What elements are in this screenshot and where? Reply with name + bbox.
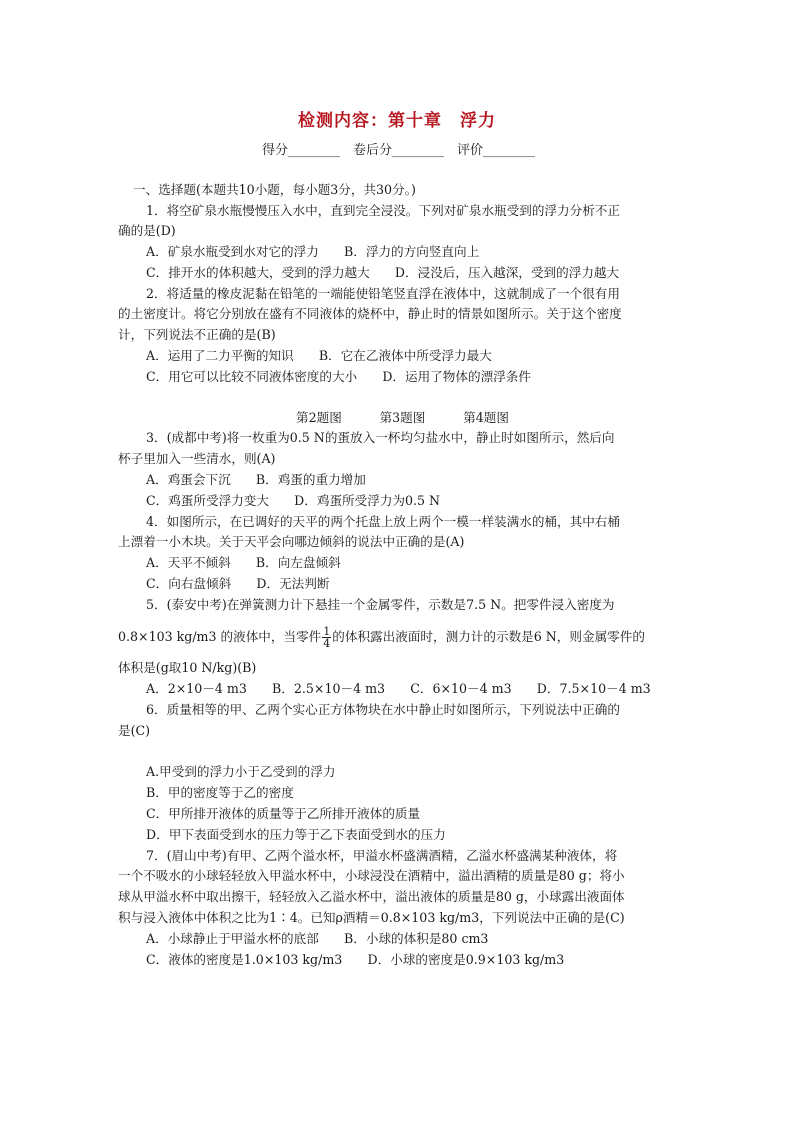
question-3-line-1: 3．(成都中考)将一枚重为0.5 N的蛋放入一杯均匀盐水中，静止时如图所示，然后向 (146, 430, 615, 445)
question-4-options-ab: A．天平不倾斜 B．向左盘倾斜 (146, 555, 341, 570)
question-7-options-cd: C．液体的密度是1.0×103 kg/m3 D．小球的密度是0.9×103 kg/m3 (146, 952, 565, 967)
question-5-line-3: 体积是(g取10 N/kg)(B) (118, 660, 257, 675)
figure-captions: 第2题图 第3题图 第4题图 (296, 410, 509, 425)
question-2-options-cd: C．用它可以比较不同液体密度的大小 D．运用了物体的漂浮条件 (146, 369, 531, 384)
question-5-line-2-end: 的体积露出液面时，测力计的示数是6 N，则金属零件的 (332, 629, 645, 644)
fraction (322, 626, 331, 649)
question-3-options-ab: A．鸡蛋会下沉 B．鸡蛋的重力增加 (146, 472, 366, 487)
question-7-line-2: 一个不吸水的小球轻轻放入甲溢水杯中，小球浸没在酒精中，溢出酒精的质量是80 g；将小 (118, 868, 625, 883)
question-7-line-1: 7．(眉山中考)有甲、乙两个溢水杯，甲溢水杯盛满酒精，乙溢水杯盛满某种液体，将 (146, 848, 618, 863)
question-2-line-2: 的土密度计。将它分别放在盛有不同液体的烧杯中，静止时的情景如图所示。关于这个密度 (118, 306, 622, 321)
question-4-line-1: 4．如图所示，在已调好的天平的两个托盘上放上两个一模一样装满水的桶，其中右桶 (146, 514, 620, 529)
score-line: 得分________ 卷后分________ 评价________ (262, 143, 536, 158)
question-6-option-c: C．甲所排开液体的质量等于乙所排开液体的质量 (146, 806, 421, 821)
question-7-line-3: 球从甲溢水杯中取出擦干，轻轻放入乙溢水杯中，溢出液体的质量是80 g，小球露出液面体 (118, 889, 625, 904)
question-1-line-2: 确的是(D) (118, 223, 176, 238)
question-2-line-3: 计，下列说法不正确的是(B) (118, 327, 276, 342)
question-6-line-2: 是(C) (118, 723, 151, 738)
question-3-line-2: 杯子里加入一些清水，则(A) (118, 451, 276, 466)
fraction-numerator: 1 (323, 625, 331, 638)
question-5-line-2 (118, 626, 645, 649)
question-6-line-1: 6．质量相等的甲、乙两个实心正方体物块在水中静止时如图所示，下列说法中正确的 (146, 702, 620, 717)
question-2-line-1: 2．将适量的橡皮泥黏在铅笔的一端能使铅笔竖直浮在液体中，这就制成了一个很有用 (146, 286, 620, 301)
question-1-options-cd: C．排开水的体积越大，受到的浮力越大 D．浸没后，压入越深，受到的浮力越大 (146, 265, 620, 280)
question-4-line-2: 上漂着一小木块。关于天平会向哪边倾斜的说法中正确的是(A) (118, 534, 465, 549)
fraction-denominator: 4 (323, 637, 331, 650)
page-title: 检测内容：第十章 浮力 (298, 111, 496, 131)
question-6-option-d: D．甲下表面受到水的压力等于乙下表面受到水的压力 (146, 827, 446, 842)
question-7-line-4: 积与浸入液体中体积之比为1∶4。已知ρ酒精＝0.8×103 kg/m3，下列说法中正确的是(C) (118, 910, 625, 925)
question-3-options-cd: C．鸡蛋所受浮力变大 D．鸡蛋所受浮力为0.5 N (146, 493, 441, 508)
question-5-line-1: 5．(泰安中考)在弹簧测力计下悬挂一个金属零件，示数是7.5 N。把零件浸入密度为 (146, 597, 615, 612)
question-6-option-a: A.甲受到的浮力小于乙受到的浮力 (146, 764, 336, 779)
question-1-options-ab: A．矿泉水瓶受到水对它的浮力 B．浮力的方向竖直向上 (146, 244, 480, 259)
question-7-options-ab: A．小球静止于甲溢水杯的底部 B．小球的体积是80 cm3 (146, 931, 489, 946)
question-5-line-2-start: 0.8×103 kg/m3 的液体中，当零件 (118, 629, 322, 644)
question-4-options-cd: C．向右盘倾斜 D．无法判断 (146, 576, 330, 591)
question-2-options-ab: A．运用了二力平衡的知识 B．它在乙液体中所受浮力最大 (146, 348, 492, 363)
section-heading: 一、选择题(本题共10小题，每小题3分，共30分。) (133, 182, 416, 197)
question-6-option-b: B．甲的密度等于乙的密度 (146, 785, 294, 800)
question-1-line-1: 1．将空矿泉水瓶慢慢压入水中，直到完全浸没。下列对矿泉水瓶受到的浮力分析不正 (146, 203, 620, 218)
question-5-options: A．2×10－4 m3 B．2.5×10－4 m3 C．6×10－4 m3 D．7.5×10－4 m3 (146, 681, 651, 696)
